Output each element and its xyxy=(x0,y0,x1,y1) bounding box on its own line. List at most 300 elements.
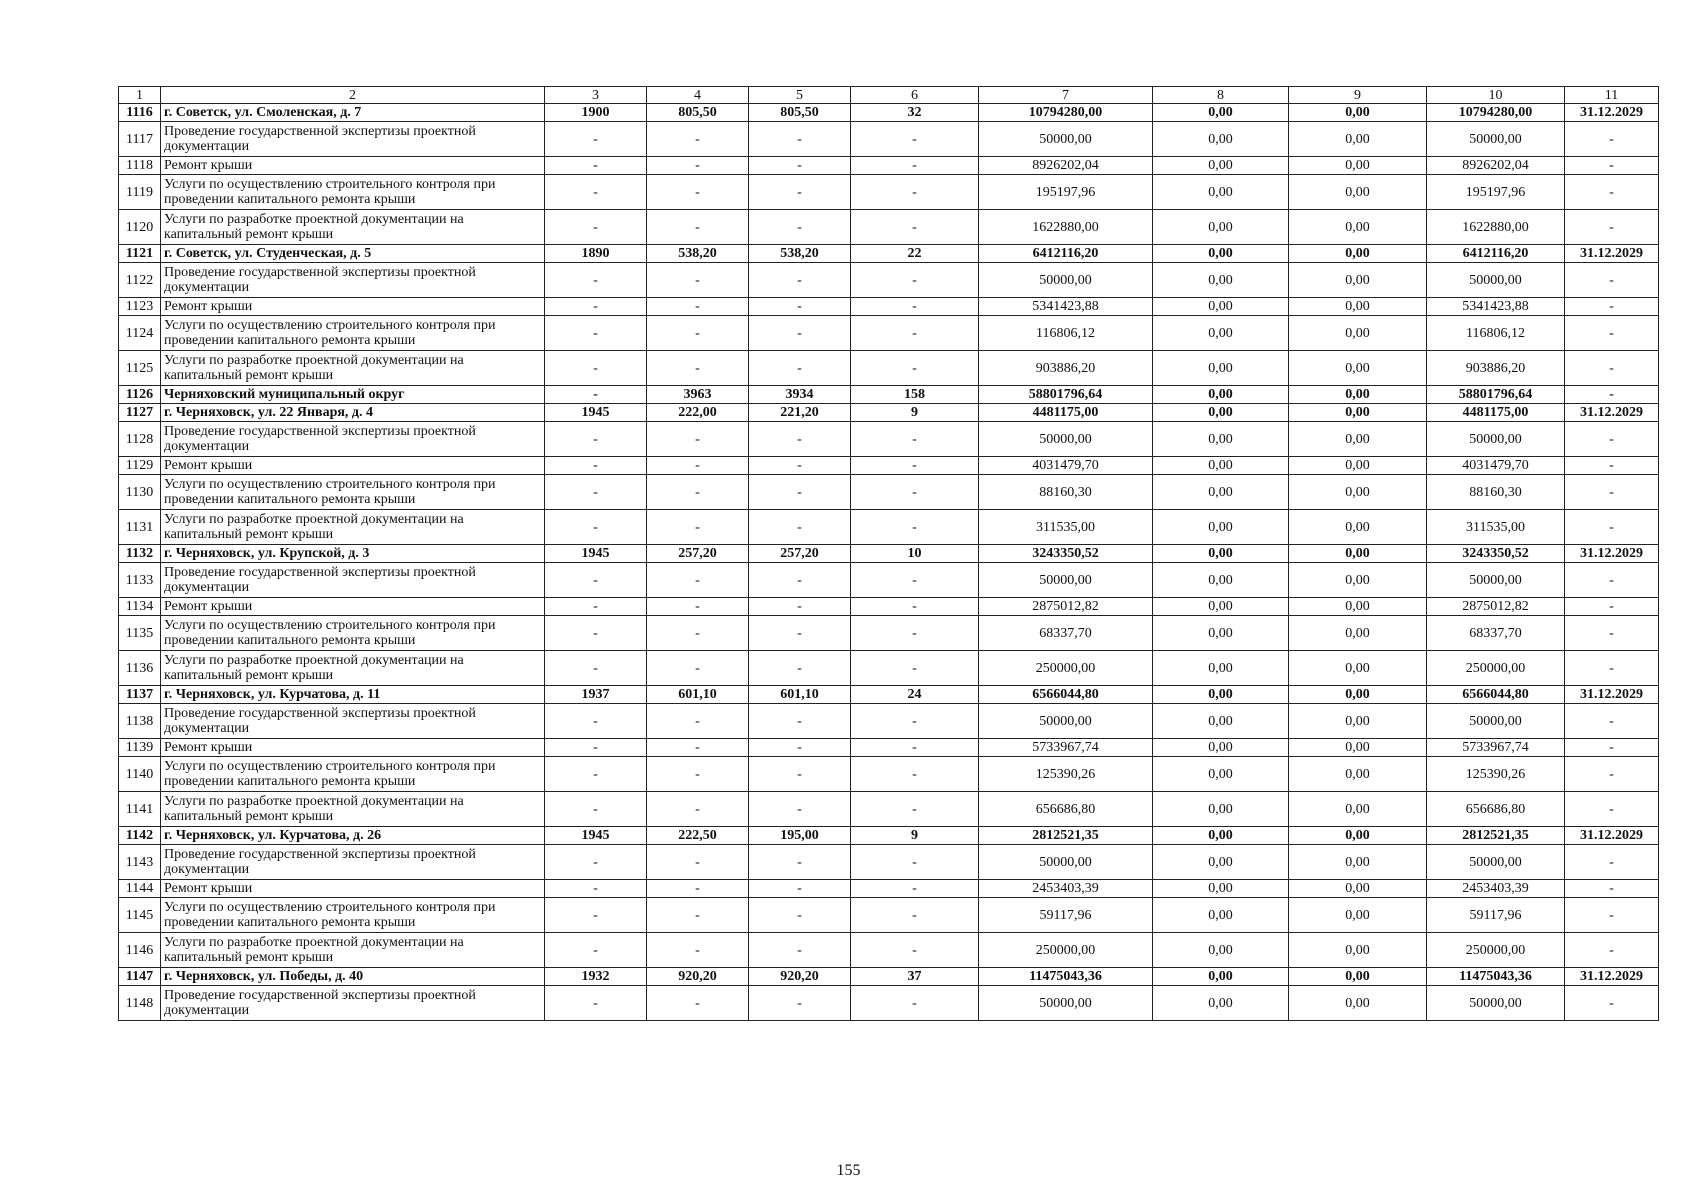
fund-cost-cell: 0,00 xyxy=(1153,122,1289,157)
work-item-row xyxy=(119,986,1659,1021)
residential-area-cell: - xyxy=(749,598,851,616)
item-name-cell: Услуги по осуществлению строительного контроля при проведении капитального ремонта крыши xyxy=(161,898,545,933)
owners-cost-cell: 0,00 xyxy=(1289,157,1427,175)
residents-count-cell: - xyxy=(851,457,979,475)
total-cost-cell: 1622880,00 xyxy=(979,210,1153,245)
work-item-row xyxy=(119,898,1659,933)
owners-cost-cell: 0,00 xyxy=(1289,598,1427,616)
residents-count-cell: - xyxy=(851,616,979,651)
residential-area-cell: - xyxy=(749,457,851,475)
total-area-cell: - xyxy=(647,510,749,545)
item-name-cell: Ремонт крыши xyxy=(161,598,545,616)
residential-area-cell: 538,20 xyxy=(749,245,851,263)
row-number-cell: 1148 xyxy=(119,986,161,1021)
row-number-cell: 1146 xyxy=(119,933,161,968)
residential-area-cell: - xyxy=(749,757,851,792)
deadline-cell: - xyxy=(1565,386,1659,404)
work-item-row xyxy=(119,739,1659,757)
total-area-cell: - xyxy=(647,175,749,210)
total-cost-cell: 4031479,70 xyxy=(979,457,1153,475)
row-number-cell: 1141 xyxy=(119,792,161,827)
year-built-cell: 1945 xyxy=(545,545,647,563)
fund-cost-cell: 0,00 xyxy=(1153,563,1289,598)
total-area-cell: - xyxy=(647,880,749,898)
fund-cost-cell: 0,00 xyxy=(1153,351,1289,386)
row-number-cell: 1120 xyxy=(119,210,161,245)
residential-area-cell: 805,50 xyxy=(749,104,851,122)
regional-cost-cell: 8926202,04 xyxy=(1427,157,1565,175)
row-number-cell: 1147 xyxy=(119,968,161,986)
total-cost-cell: 2812521,35 xyxy=(979,827,1153,845)
row-number-cell: 1127 xyxy=(119,404,161,422)
total-cost-cell: 10794280,00 xyxy=(979,104,1153,122)
residential-area-cell: - xyxy=(749,475,851,510)
row-number-cell: 1126 xyxy=(119,386,161,404)
year-built-cell: - xyxy=(545,757,647,792)
residents-count-cell: - xyxy=(851,704,979,739)
item-name-cell: Ремонт крыши xyxy=(161,157,545,175)
owners-cost-cell: 0,00 xyxy=(1289,386,1427,404)
item-name-cell: Услуги по разработке проектной документации на капитальный ремонт крыши xyxy=(161,792,545,827)
row-number-cell: 1129 xyxy=(119,457,161,475)
work-item-row xyxy=(119,475,1659,510)
row-number-cell: 1117 xyxy=(119,122,161,157)
total-cost-cell: 2453403,39 xyxy=(979,880,1153,898)
row-number-cell: 1128 xyxy=(119,422,161,457)
fund-cost-cell: 0,00 xyxy=(1153,157,1289,175)
row-number-cell: 1123 xyxy=(119,298,161,316)
residential-area-cell: - xyxy=(749,175,851,210)
fund-cost-cell: 0,00 xyxy=(1153,386,1289,404)
owners-cost-cell: 0,00 xyxy=(1289,175,1427,210)
regional-cost-cell: 50000,00 xyxy=(1427,122,1565,157)
residents-count-cell: - xyxy=(851,898,979,933)
residential-area-cell: 920,20 xyxy=(749,968,851,986)
fund-cost-cell: 0,00 xyxy=(1153,210,1289,245)
work-item-row xyxy=(119,122,1659,157)
residents-count-cell: 32 xyxy=(851,104,979,122)
deadline-cell: - xyxy=(1565,986,1659,1021)
work-item-row xyxy=(119,933,1659,968)
total-cost-cell: 116806,12 xyxy=(979,316,1153,351)
total-cost-cell: 50000,00 xyxy=(979,263,1153,298)
residential-area-cell: - xyxy=(749,739,851,757)
regional-cost-cell: 58801796,64 xyxy=(1427,386,1565,404)
regional-cost-cell: 59117,96 xyxy=(1427,898,1565,933)
year-built-cell: - xyxy=(545,651,647,686)
owners-cost-cell: 0,00 xyxy=(1289,933,1427,968)
item-name-cell: Услуги по осуществлению строительного контроля при проведении капитального ремонта крыши xyxy=(161,616,545,651)
regional-cost-cell: 2875012,82 xyxy=(1427,598,1565,616)
fund-cost-cell: 0,00 xyxy=(1153,616,1289,651)
residential-area-cell: - xyxy=(749,157,851,175)
total-area-cell: 222,00 xyxy=(647,404,749,422)
item-name-cell: Ремонт крыши xyxy=(161,298,545,316)
work-item-row xyxy=(119,757,1659,792)
owners-cost-cell: 0,00 xyxy=(1289,563,1427,598)
residential-area-cell: - xyxy=(749,933,851,968)
row-number-cell: 1121 xyxy=(119,245,161,263)
year-built-cell: 1932 xyxy=(545,968,647,986)
work-item-row xyxy=(119,845,1659,880)
work-item-row xyxy=(119,510,1659,545)
total-cost-cell: 6566044,80 xyxy=(979,686,1153,704)
owners-cost-cell: 0,00 xyxy=(1289,616,1427,651)
residents-count-cell: - xyxy=(851,739,979,757)
residents-count-cell: 158 xyxy=(851,386,979,404)
owners-cost-cell: 0,00 xyxy=(1289,898,1427,933)
fund-cost-cell: 0,00 xyxy=(1153,986,1289,1021)
residents-count-cell: - xyxy=(851,175,979,210)
residential-area-cell: - xyxy=(749,316,851,351)
deadline-cell: - xyxy=(1565,475,1659,510)
residential-area-cell: - xyxy=(749,122,851,157)
residents-count-cell: - xyxy=(851,475,979,510)
work-item-row xyxy=(119,704,1659,739)
total-cost-cell: 195197,96 xyxy=(979,175,1153,210)
regional-cost-cell: 50000,00 xyxy=(1427,986,1565,1021)
district-total-row xyxy=(119,386,1659,404)
regional-cost-cell: 311535,00 xyxy=(1427,510,1565,545)
fund-cost-cell: 0,00 xyxy=(1153,686,1289,704)
column-number: 2 xyxy=(161,87,545,104)
residents-count-cell: - xyxy=(851,880,979,898)
residents-count-cell: 37 xyxy=(851,968,979,986)
total-area-cell: - xyxy=(647,845,749,880)
total-cost-cell: 68337,70 xyxy=(979,616,1153,651)
fund-cost-cell: 0,00 xyxy=(1153,845,1289,880)
regional-cost-cell: 903886,20 xyxy=(1427,351,1565,386)
repair-schedule-table xyxy=(118,86,1659,1021)
work-item-row xyxy=(119,263,1659,298)
item-name-cell: Проведение государственной экспертизы проектной документации xyxy=(161,986,545,1021)
column-number: 5 xyxy=(749,87,851,104)
address-row xyxy=(119,104,1659,122)
row-number-cell: 1138 xyxy=(119,704,161,739)
work-item-row xyxy=(119,563,1659,598)
total-cost-cell: 250000,00 xyxy=(979,651,1153,686)
residents-count-cell: - xyxy=(851,298,979,316)
fund-cost-cell: 0,00 xyxy=(1153,175,1289,210)
residents-count-cell: - xyxy=(851,792,979,827)
row-number-cell: 1130 xyxy=(119,475,161,510)
owners-cost-cell: 0,00 xyxy=(1289,263,1427,298)
row-number-cell: 1131 xyxy=(119,510,161,545)
row-number-cell: 1133 xyxy=(119,563,161,598)
deadline-cell: - xyxy=(1565,563,1659,598)
total-cost-cell: 2875012,82 xyxy=(979,598,1153,616)
total-area-cell: - xyxy=(647,316,749,351)
row-number-cell: 1134 xyxy=(119,598,161,616)
row-number-cell: 1124 xyxy=(119,316,161,351)
total-area-cell: - xyxy=(647,563,749,598)
deadline-cell: - xyxy=(1565,298,1659,316)
fund-cost-cell: 0,00 xyxy=(1153,792,1289,827)
year-built-cell: - xyxy=(545,563,647,598)
total-cost-cell: 50000,00 xyxy=(979,845,1153,880)
total-area-cell: - xyxy=(647,457,749,475)
total-area-cell: 538,20 xyxy=(647,245,749,263)
total-cost-cell: 3243350,52 xyxy=(979,545,1153,563)
deadline-cell: 31.12.2029 xyxy=(1565,104,1659,122)
residents-count-cell: - xyxy=(851,157,979,175)
residential-area-cell: - xyxy=(749,351,851,386)
total-area-cell: 805,50 xyxy=(647,104,749,122)
work-item-row xyxy=(119,792,1659,827)
total-cost-cell: 4481175,00 xyxy=(979,404,1153,422)
residents-count-cell: - xyxy=(851,351,979,386)
regional-cost-cell: 1622880,00 xyxy=(1427,210,1565,245)
deadline-cell: - xyxy=(1565,651,1659,686)
fund-cost-cell: 0,00 xyxy=(1153,298,1289,316)
fund-cost-cell: 0,00 xyxy=(1153,898,1289,933)
total-area-cell: - xyxy=(647,157,749,175)
owners-cost-cell: 0,00 xyxy=(1289,316,1427,351)
deadline-cell: 31.12.2029 xyxy=(1565,968,1659,986)
residents-count-cell: - xyxy=(851,986,979,1021)
deadline-cell: - xyxy=(1565,510,1659,545)
deadline-cell: 31.12.2029 xyxy=(1565,686,1659,704)
owners-cost-cell: 0,00 xyxy=(1289,245,1427,263)
regional-cost-cell: 88160,30 xyxy=(1427,475,1565,510)
total-area-cell: - xyxy=(647,475,749,510)
work-item-row xyxy=(119,457,1659,475)
residents-count-cell: 10 xyxy=(851,545,979,563)
regional-cost-cell: 6566044,80 xyxy=(1427,686,1565,704)
year-built-cell: 1945 xyxy=(545,404,647,422)
item-name-cell: Услуги по разработке проектной документации на капитальный ремонт крыши xyxy=(161,510,545,545)
fund-cost-cell: 0,00 xyxy=(1153,757,1289,792)
residents-count-cell: - xyxy=(851,210,979,245)
residents-count-cell: - xyxy=(851,845,979,880)
year-built-cell: - xyxy=(545,616,647,651)
column-number: 7 xyxy=(979,87,1153,104)
column-number: 10 xyxy=(1427,87,1565,104)
residents-count-cell: - xyxy=(851,422,979,457)
year-built-cell: - xyxy=(545,739,647,757)
item-name-cell: г. Черняховск, ул. 22 Января, д. 4 xyxy=(161,404,545,422)
row-number-cell: 1139 xyxy=(119,739,161,757)
residential-area-cell: - xyxy=(749,298,851,316)
year-built-cell: - xyxy=(545,175,647,210)
deadline-cell: - xyxy=(1565,316,1659,351)
item-name-cell: г. Черняховск, ул. Курчатова, д. 11 xyxy=(161,686,545,704)
item-name-cell: Ремонт крыши xyxy=(161,880,545,898)
item-name-cell: Проведение государственной экспертизы проектной документации xyxy=(161,263,545,298)
year-built-cell: - xyxy=(545,351,647,386)
deadline-cell: - xyxy=(1565,845,1659,880)
column-number: 8 xyxy=(1153,87,1289,104)
item-name-cell: Проведение государственной экспертизы проектной документации xyxy=(161,422,545,457)
total-area-cell: - xyxy=(647,598,749,616)
fund-cost-cell: 0,00 xyxy=(1153,404,1289,422)
owners-cost-cell: 0,00 xyxy=(1289,686,1427,704)
total-area-cell: - xyxy=(647,422,749,457)
item-name-cell: г. Советск, ул. Смоленская, д. 7 xyxy=(161,104,545,122)
row-number-cell: 1143 xyxy=(119,845,161,880)
year-built-cell: - xyxy=(545,457,647,475)
column-number: 1 xyxy=(119,87,161,104)
deadline-cell: 31.12.2029 xyxy=(1565,545,1659,563)
residents-count-cell: - xyxy=(851,122,979,157)
fund-cost-cell: 0,00 xyxy=(1153,422,1289,457)
total-cost-cell: 903886,20 xyxy=(979,351,1153,386)
work-item-row xyxy=(119,210,1659,245)
item-name-cell: Проведение государственной экспертизы проектной документации xyxy=(161,845,545,880)
owners-cost-cell: 0,00 xyxy=(1289,210,1427,245)
year-built-cell: - xyxy=(545,986,647,1021)
deadline-cell: 31.12.2029 xyxy=(1565,404,1659,422)
year-built-cell: - xyxy=(545,880,647,898)
deadline-cell: - xyxy=(1565,457,1659,475)
total-cost-cell: 50000,00 xyxy=(979,704,1153,739)
deadline-cell: - xyxy=(1565,792,1659,827)
residents-count-cell: - xyxy=(851,316,979,351)
item-name-cell: Ремонт крыши xyxy=(161,739,545,757)
total-area-cell: - xyxy=(647,210,749,245)
regional-cost-cell: 5733967,74 xyxy=(1427,739,1565,757)
total-cost-cell: 6412116,20 xyxy=(979,245,1153,263)
year-built-cell: - xyxy=(545,598,647,616)
deadline-cell: - xyxy=(1565,598,1659,616)
fund-cost-cell: 0,00 xyxy=(1153,739,1289,757)
residential-area-cell: 221,20 xyxy=(749,404,851,422)
fund-cost-cell: 0,00 xyxy=(1153,880,1289,898)
item-name-cell: Услуги по осуществлению строительного контроля при проведении капитального ремонта крыши xyxy=(161,757,545,792)
row-number-cell: 1125 xyxy=(119,351,161,386)
residents-count-cell: 9 xyxy=(851,404,979,422)
fund-cost-cell: 0,00 xyxy=(1153,263,1289,298)
total-area-cell: - xyxy=(647,616,749,651)
total-cost-cell: 5341423,88 xyxy=(979,298,1153,316)
row-number-cell: 1122 xyxy=(119,263,161,298)
deadline-cell: - xyxy=(1565,739,1659,757)
deadline-cell: - xyxy=(1565,757,1659,792)
page-number: 155 xyxy=(836,1162,861,1179)
total-cost-cell: 125390,26 xyxy=(979,757,1153,792)
residential-area-cell: - xyxy=(749,898,851,933)
owners-cost-cell: 0,00 xyxy=(1289,757,1427,792)
total-cost-cell: 50000,00 xyxy=(979,122,1153,157)
deadline-cell: - xyxy=(1565,210,1659,245)
year-built-cell: - xyxy=(545,422,647,457)
row-number-cell: 1135 xyxy=(119,616,161,651)
total-cost-cell: 656686,80 xyxy=(979,792,1153,827)
total-area-cell: - xyxy=(647,651,749,686)
total-cost-cell: 59117,96 xyxy=(979,898,1153,933)
item-name-cell: г. Советск, ул. Студенческая, д. 5 xyxy=(161,245,545,263)
item-name-cell: Черняховский муниципальный округ xyxy=(161,386,545,404)
regional-cost-cell: 68337,70 xyxy=(1427,616,1565,651)
regional-cost-cell: 2453403,39 xyxy=(1427,880,1565,898)
work-item-row xyxy=(119,298,1659,316)
work-item-row xyxy=(119,598,1659,616)
total-area-cell: - xyxy=(647,351,749,386)
residents-count-cell: - xyxy=(851,598,979,616)
owners-cost-cell: 0,00 xyxy=(1289,739,1427,757)
year-built-cell: - xyxy=(545,122,647,157)
work-item-row xyxy=(119,351,1659,386)
row-number-cell: 1145 xyxy=(119,898,161,933)
column-number: 9 xyxy=(1289,87,1427,104)
year-built-cell: 1937 xyxy=(545,686,647,704)
residents-count-cell: - xyxy=(851,510,979,545)
total-cost-cell: 8926202,04 xyxy=(979,157,1153,175)
fund-cost-cell: 0,00 xyxy=(1153,475,1289,510)
residents-count-cell: 9 xyxy=(851,827,979,845)
total-cost-cell: 58801796,64 xyxy=(979,386,1153,404)
regional-cost-cell: 3243350,52 xyxy=(1427,545,1565,563)
residential-area-cell: 195,00 xyxy=(749,827,851,845)
regional-cost-cell: 11475043,36 xyxy=(1427,968,1565,986)
total-area-cell: - xyxy=(647,933,749,968)
deadline-cell: - xyxy=(1565,616,1659,651)
item-name-cell: Услуги по осуществлению строительного контроля при проведении капитального ремонта крыши xyxy=(161,316,545,351)
deadline-cell: 31.12.2029 xyxy=(1565,245,1659,263)
item-name-cell: Услуги по разработке проектной документации на капитальный ремонт крыши xyxy=(161,210,545,245)
row-number-cell: 1119 xyxy=(119,175,161,210)
regional-cost-cell: 10794280,00 xyxy=(1427,104,1565,122)
fund-cost-cell: 0,00 xyxy=(1153,104,1289,122)
residents-count-cell: - xyxy=(851,757,979,792)
regional-cost-cell: 250000,00 xyxy=(1427,933,1565,968)
deadline-cell: - xyxy=(1565,933,1659,968)
total-area-cell: 222,50 xyxy=(647,827,749,845)
owners-cost-cell: 0,00 xyxy=(1289,104,1427,122)
row-number-cell: 1137 xyxy=(119,686,161,704)
total-area-cell: 601,10 xyxy=(647,686,749,704)
residential-area-cell: - xyxy=(749,210,851,245)
fund-cost-cell: 0,00 xyxy=(1153,598,1289,616)
residents-count-cell: - xyxy=(851,933,979,968)
fund-cost-cell: 0,00 xyxy=(1153,245,1289,263)
total-area-cell: - xyxy=(647,704,749,739)
item-name-cell: г. Черняховск, ул. Крупской, д. 3 xyxy=(161,545,545,563)
total-cost-cell: 311535,00 xyxy=(979,510,1153,545)
deadline-cell: - xyxy=(1565,351,1659,386)
owners-cost-cell: 0,00 xyxy=(1289,475,1427,510)
owners-cost-cell: 0,00 xyxy=(1289,968,1427,986)
fund-cost-cell: 0,00 xyxy=(1153,933,1289,968)
address-row xyxy=(119,827,1659,845)
column-number: 6 xyxy=(851,87,979,104)
address-row xyxy=(119,545,1659,563)
total-area-cell: - xyxy=(647,263,749,298)
total-area-cell: 920,20 xyxy=(647,968,749,986)
residents-count-cell: - xyxy=(851,263,979,298)
owners-cost-cell: 0,00 xyxy=(1289,545,1427,563)
total-cost-cell: 50000,00 xyxy=(979,986,1153,1021)
regional-cost-cell: 4031479,70 xyxy=(1427,457,1565,475)
year-built-cell: - xyxy=(545,933,647,968)
residential-area-cell: - xyxy=(749,880,851,898)
column-number: 11 xyxy=(1565,87,1659,104)
fund-cost-cell: 0,00 xyxy=(1153,704,1289,739)
total-area-cell: 257,20 xyxy=(647,545,749,563)
regional-cost-cell: 116806,12 xyxy=(1427,316,1565,351)
residents-count-cell: - xyxy=(851,563,979,598)
year-built-cell: - xyxy=(545,845,647,880)
residential-area-cell: - xyxy=(749,263,851,298)
owners-cost-cell: 0,00 xyxy=(1289,510,1427,545)
deadline-cell: - xyxy=(1565,898,1659,933)
owners-cost-cell: 0,00 xyxy=(1289,986,1427,1021)
item-name-cell: г. Черняховск, ул. Курчатова, д. 26 xyxy=(161,827,545,845)
year-built-cell: - xyxy=(545,475,647,510)
owners-cost-cell: 0,00 xyxy=(1289,792,1427,827)
item-name-cell: Услуги по осуществлению строительного контроля при проведении капитального ремонта крыши xyxy=(161,175,545,210)
row-number-cell: 1118 xyxy=(119,157,161,175)
